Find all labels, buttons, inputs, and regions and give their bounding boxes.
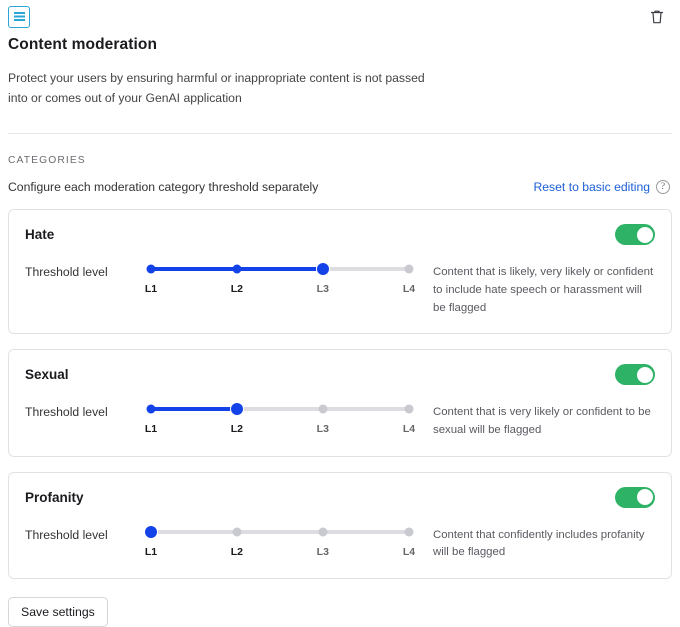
- slider-tick-l1[interactable]: [147, 405, 156, 414]
- tick-label-l4: L4: [402, 283, 416, 296]
- save-settings-button[interactable]: Save settings: [8, 597, 108, 627]
- card-body: [25, 263, 655, 317]
- tick-label-l4: L4: [402, 545, 416, 558]
- toggle-sexual[interactable]: [615, 364, 655, 385]
- slider-tick-l3[interactable]: [318, 527, 327, 536]
- slider-track[interactable]: [151, 407, 409, 411]
- page-title: Content moderation: [8, 36, 158, 53]
- card-header: [25, 224, 655, 245]
- card-description: Content that is likely, very likely or confident to include hate speech or harassment will be flagged: [433, 266, 654, 314]
- tick-label-l3: L3: [316, 423, 329, 436]
- slider-handle[interactable]: [231, 403, 243, 415]
- slider-track[interactable]: [151, 267, 409, 271]
- tick-label-l1: L1: [144, 423, 158, 436]
- tick-label-l1: L1: [144, 283, 158, 296]
- slider-tick-labels: [144, 283, 416, 299]
- page-header: [8, 0, 672, 28]
- threshold-level-label: Threshold level: [25, 405, 108, 420]
- threshold-slider-sexual[interactable]: [145, 403, 415, 439]
- slider-tick-l4[interactable]: [405, 527, 414, 536]
- slider-tick-l1[interactable]: [147, 265, 156, 274]
- toggle-hate[interactable]: [615, 224, 655, 245]
- slider-tick-l2[interactable]: [232, 527, 241, 536]
- tick-label-l2: L2: [230, 283, 244, 296]
- tick-label-l2: L2: [230, 545, 244, 558]
- slider-handle[interactable]: [145, 526, 157, 538]
- help-icon[interactable]: ?: [656, 180, 670, 194]
- moderation-card-sexual: [8, 349, 672, 456]
- tick-label-l3: L3: [316, 283, 329, 296]
- page-description: Protect your users by ensuring harmful or inappropriate content is not passed into or comes out of your GenAI application: [8, 71, 425, 106]
- slider-tick-l2[interactable]: [232, 265, 241, 274]
- card-header: [25, 364, 655, 385]
- slider-tick-l4[interactable]: [405, 405, 414, 414]
- card-title: Sexual: [25, 367, 69, 383]
- card-description: Content that is very likely or confident to be sexual will be flagged: [433, 406, 651, 436]
- document-icon: [8, 6, 30, 28]
- threshold-slider-profanity[interactable]: [145, 526, 415, 562]
- slider-handle[interactable]: [317, 263, 329, 275]
- card-body: [25, 526, 655, 562]
- card-description: Content that confidently includes profanity will be flagged: [433, 528, 645, 559]
- categories-description: Configure each moderation category threshold separately: [8, 180, 319, 195]
- slider-tick-labels: [144, 423, 416, 439]
- moderation-card-profanity: [8, 472, 672, 579]
- tick-label-l3: L3: [316, 545, 329, 558]
- threshold-level-label: Threshold level: [25, 527, 108, 542]
- toggle-profanity[interactable]: [615, 487, 655, 508]
- categories-section-label: CATEGORIES: [8, 155, 86, 167]
- card-title: Hate: [25, 227, 55, 243]
- moderation-card-hate: [8, 209, 672, 334]
- tick-label-l1: L1: [144, 545, 158, 558]
- slider-track[interactable]: [151, 530, 409, 534]
- slider-fill: [151, 407, 237, 411]
- reset-to-basic-editing-link[interactable]: Reset to basic editing: [533, 180, 650, 195]
- reset-control-group: [533, 180, 670, 194]
- card-title: Profanity: [25, 489, 84, 505]
- tick-label-l4: L4: [402, 423, 416, 436]
- slider-tick-l4[interactable]: [405, 265, 414, 274]
- categories-description-row: [8, 180, 672, 194]
- tick-label-l2: L2: [230, 423, 244, 436]
- threshold-level-label: Threshold level: [25, 265, 108, 280]
- slider-tick-l3[interactable]: [318, 405, 327, 414]
- slider-tick-labels: [144, 545, 416, 562]
- card-body: [25, 403, 655, 439]
- trash-icon[interactable]: [648, 8, 666, 26]
- header-divider: [8, 133, 672, 134]
- threshold-slider-hate[interactable]: [145, 263, 415, 299]
- card-header: [25, 487, 655, 508]
